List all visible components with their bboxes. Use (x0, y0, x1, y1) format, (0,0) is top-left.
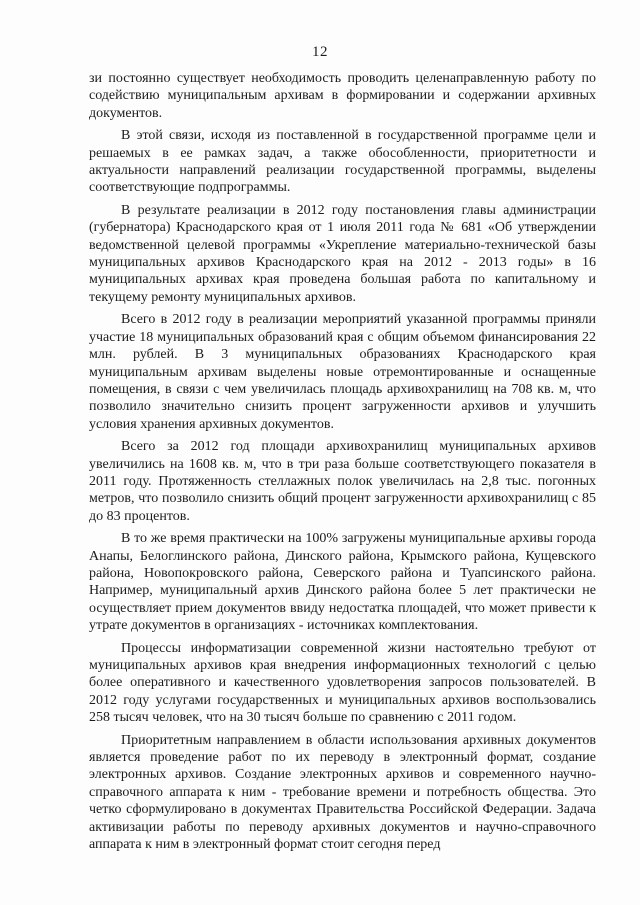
paragraph-full-archives: В то же время практически на 100% загружены муниципальные архивы города Анапы, Белоглинского района, Динского района, Крымского района, Кущевского района, Новопокровского района, Северского района и Туапсинского района. Например, муниципальный архив Динского района более 5 лет практически не осуществляет прием документов ввиду недостатка площадей, что может привести к утрате документов в организациях - источниках комплектования. (89, 531, 596, 634)
paragraph-continuation: зи постоянно существует необходимость проводить целенаправленную работу по содействию муниципальным архивам в формировании и содержании архивных документов. (89, 71, 596, 121)
paragraph-informatization: Процессы информатизации современной жизни настоятельно требуют от муниципальных архивов края внедрения информационных технологий с целью более оперативного и качественного удовлетворения запросов пользователей. В 2012 году услугами государственных и муниципальных архивов воспользовались 258 тысяч человек, что на 30 тысяч больше по сравнению с 2011 годом. (89, 640, 596, 726)
page-number: 12 (312, 44, 328, 60)
paragraph-electronic-archives: Приоритетным направлением в области использования архивных документов является проведение работ по их переводу в электронный формат, создание электронных архивов. Создание электронных архивов и современного научно-справочного аппарата к ним - требование времени и потребность общества. Это четко сформулировано в документах Правительства Российской Федерации. Задача активизации работы по переводу архивных документов и научно-справочного аппарата к ним в электронный формат стоит сегодня перед (89, 732, 596, 853)
paragraph-subprograms: В этой связи, исходя из поставленной в государственной программе цели и решаемых в ее рамках задач, а также обособленности, приоритетности и актуальности направлений реализации государственной программы, выделены соответствующие подпрограммы. (89, 128, 596, 196)
paragraph-program-results: В результате реализации в 2012 году постановления главы администрации (губернатора) Краснодарского края от 1 июля 2011 года № 681 «Об утверждении ведомственной целевой программы «Укрепление материально-технической базы муниципальных архивов Краснодарского края на 2012 - 2013 годы» в 16 муниципальных архивах края проведена большая работа по капитальному и текущему ремонту муниципальных архивов. (89, 202, 596, 305)
paragraph-financing: Всего в 2012 году в реализации мероприятий указанной программы приняли участие 18 муниципальных образований края с общим объемом финансирования 22 млн. рублей. В 3 муниципальных образованиях Краснодарского края муниципальным архивам выделены новые отремонтированные и оснащенные помещения, в связи с чем увеличилась площадь архивохранилищ на 708 кв. м, что позволило значительно снизить процент загруженности архивов и улучшить условия хранения архивных документов. (89, 312, 596, 432)
paragraph-storage-area: Всего за 2012 год площади архивохранилищ муниципальных архивов увеличились на 1608 кв. м, что в три раза больше соответствующего показателя в 2011 году. Протяженность стеллажных полок увеличилась на 2,8 тыс. погонных метров, что позволило снизить общий процент загруженности архивохранилищ с 85 до 83 процентов. (89, 439, 596, 524)
document-body (89, 70, 596, 858)
